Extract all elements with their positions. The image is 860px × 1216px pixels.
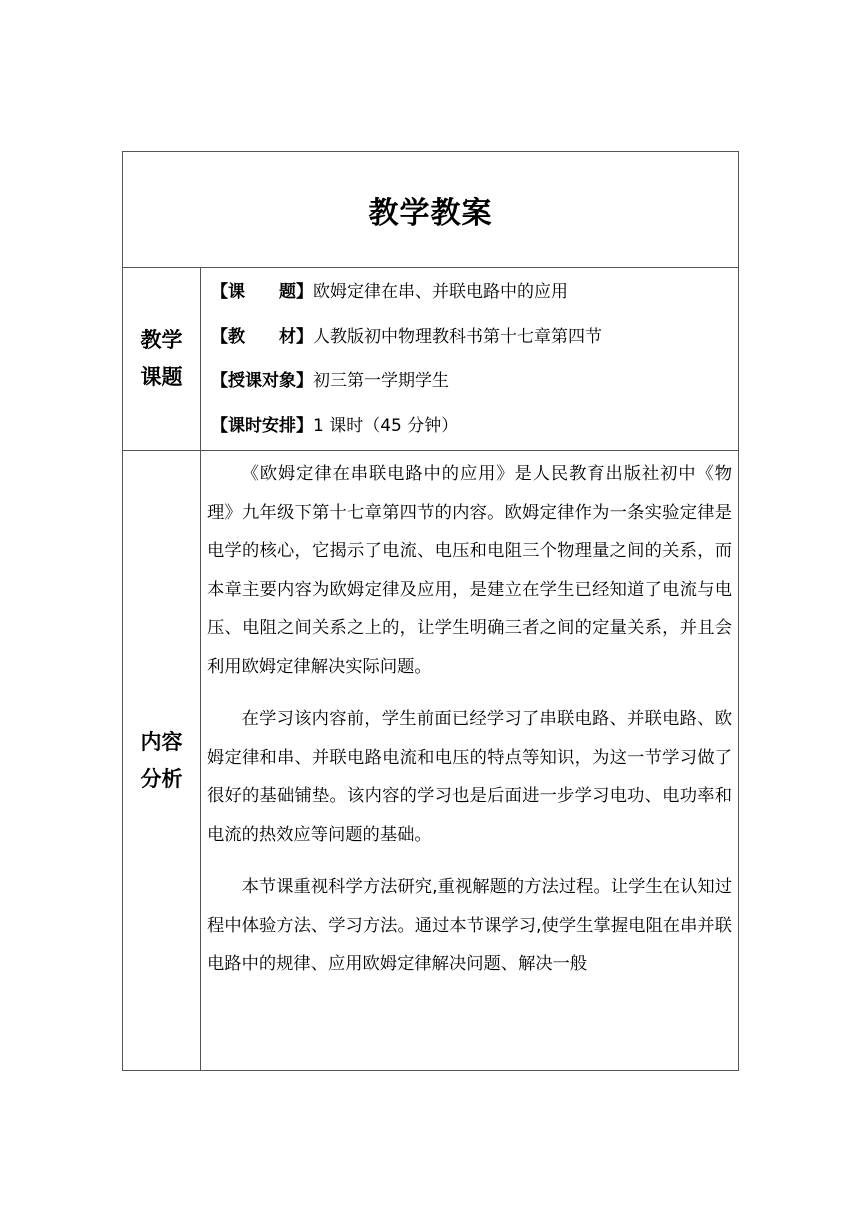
- topic-info-cell: [201, 268, 739, 451]
- analysis-content-cell: [201, 451, 739, 1071]
- topic-label-cell: [123, 268, 201, 451]
- title-row: [123, 152, 739, 268]
- info-key-schedule: 【课时安排】: [211, 415, 313, 436]
- info-value-subject: 欧姆定律在串、并联电路中的应用: [313, 282, 568, 302]
- analysis-paragraph-1: 《欧姆定律在串联电路中的应用》是人民教育出版社初中《物理》九年级下第十七章第四节的内容。欧姆定律作为一条实验定律是电学的核心，它揭示了电流、电压和电阻三个物理量之间的关系，而本章主要内容为欧姆定律及应用，是建立在学生已经知道了电流与电压、电阻之间关系之上的，让学生明确三者之间的定量关系，并且会利用欧姆定律解决实际问题。: [207, 464, 732, 677]
- analysis-paragraph-3: 本节课重视科学方法研究,重视解题的方法过程。让学生在认知过程中体验方法、学习方法。通过本节课学习,使学生掌握电阻在串并联电路中的规律、应用欧姆定律解决问题、解决一般: [207, 877, 732, 974]
- document-title: 教学教案: [368, 195, 493, 231]
- info-key-subject: 【课 题】: [211, 282, 313, 302]
- analysis-label-cell: [123, 451, 201, 1071]
- analysis-paragraph-2: 在学习该内容前，学生前面已经学习了串联电路、并联电路、欧姆定律和串、并联电路电流和电压的特点等知识，为这一节学习做了很好的基础铺垫。该内容的学习也是后面进一步学习电功、电功率和电流的热效应等问题的基础。: [207, 709, 732, 845]
- info-value-audience: 初三第一学期学生: [313, 371, 449, 391]
- topic-row: [123, 268, 739, 451]
- info-key-audience: 【授课对象】: [211, 371, 313, 391]
- info-row-schedule: [211, 404, 738, 449]
- info-value-textbook: 人教版初中物理教科书第十七章第四节: [313, 326, 602, 347]
- info-value-schedule: 1 课时（45 分钟）: [313, 415, 459, 436]
- lesson-plan-table: [122, 151, 739, 1071]
- analysis-label-line2: 分析: [140, 766, 183, 791]
- topic-label-line1: 教学: [140, 328, 183, 352]
- topic-label-line2: 课题: [140, 365, 183, 389]
- info-row-audience: [211, 359, 738, 404]
- info-key-textbook: 【教 材】: [211, 326, 313, 347]
- info-row-textbook: [211, 315, 738, 360]
- title-cell: [123, 152, 739, 268]
- analysis-label-line1: 内容: [140, 729, 183, 754]
- info-row-subject: [211, 270, 738, 315]
- analysis-row: [123, 451, 739, 1071]
